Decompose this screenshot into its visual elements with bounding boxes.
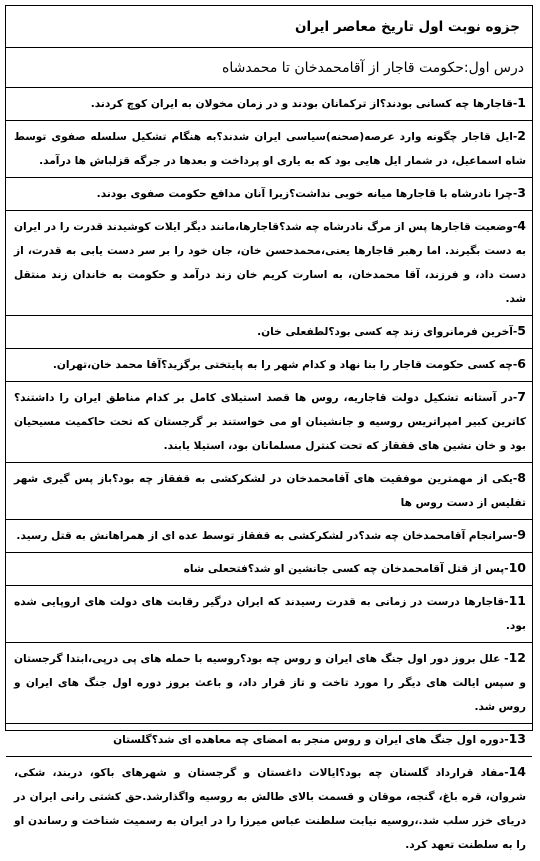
question-item xyxy=(6,316,532,349)
question-number: 9 xyxy=(517,527,526,542)
question-item xyxy=(6,121,532,178)
lesson-header xyxy=(6,48,532,88)
question-number: 2 xyxy=(517,128,526,143)
question-item xyxy=(6,211,532,316)
question-text: -چرا نادرشاه با قاجارها میانه خوبی نداشت؟زیرا آنان مدافع حکومت صفوی بودند. xyxy=(96,188,518,200)
question-text: -قاجارها چه کسانی بودند؟از ترکمانان بودند و در زمان مخولان به ایران کوچ کردند. xyxy=(90,98,518,110)
question-item xyxy=(6,463,532,520)
question-text: -ایل قاجار چگونه وارد عرصه(صحنه)سیاسی ایران شدند؟به هنگام تشکیل سلسله صفوی توسط شاه اسماعیل، در شمار ایل هایی بود که به یاری او پرداخت و بعدها در جرگه قزلباش ها درآمد. xyxy=(14,131,526,167)
question-number: 7 xyxy=(517,389,526,404)
question-text: -قاجارها درست در زمانی به قدرت رسیدند که ایران درگیر رقابت های دولت های اروپایی شده بود. xyxy=(14,596,526,632)
question-text: -پس از قتل آقامحمدخان چه کسی جانشین او شد؟فتحعلی شاه xyxy=(183,563,509,575)
question-item xyxy=(6,520,532,553)
question-text: -وضعیت قاجارها پس از مرگ نادرشاه چه شد؟قاجارها،مانند دیگر ایلات کوشیدند قدرت را در ایران به دست بگیرند. اما رهبر قاجارها یعنی،محمدحسن خان، جان خود را بر سر دست یابی به قدرت، از دست داد، و فرزند، آقا محمدخان، به اسارت کریم خان زند درآمد و حکومت به خاندان زند منتقل شد. xyxy=(14,221,526,305)
worksheet-title: جزوه نوبت اول تاریخ معاصر ایران xyxy=(294,18,520,35)
question-number: 1 xyxy=(517,95,526,110)
question-item xyxy=(6,724,532,757)
question-item xyxy=(6,553,532,586)
question-number: 8 xyxy=(517,470,526,485)
question-item xyxy=(6,349,532,382)
question-text: - علل بروز دور اول جنگ های ایران و روس چه بود؟روسیه با حمله های پی درپی،ابتدا گرجستان و سپس ایالت های دیگر را مورد تاخت و تاز قرار داد، و باعث بروز دوره اول جنگ های ایران و روس شد. xyxy=(14,653,526,713)
question-item xyxy=(6,178,532,211)
question-item xyxy=(6,643,532,724)
question-text: -در آستانه تشکیل دولت قاجاریه، روس ها قصد استیلای کامل بر کدام مناطق ایران را داشتند؟کاترین کبیر امپراتریس روسیه و جانشینان او می خواستند بر گرجستان که تحت حاکمیت مسیحیان بود و خان نشین های قفقاز که تحت کنترل مسلمانان بود، استیلا یابند. xyxy=(14,392,526,452)
worksheet-header xyxy=(6,6,532,48)
question-text: -آخرین فرمانروای زند چه کسی بود؟لطفعلی خان. xyxy=(257,326,518,338)
question-text: -سرانجام آقامحمدخان چه شد؟در لشکرکشی به قفقاز توسط عده ای از همراهانش به قتل رسید. xyxy=(16,530,518,542)
question-number: 13 xyxy=(508,731,526,746)
question-item xyxy=(6,586,532,643)
question-number: 6 xyxy=(517,356,526,371)
question-text: -مفاد قرارداد گلستان چه بود؟ایالات داغستان و گرجستان و شهرهای باکو، دربند، شکی، شروان، قره باغ، گنجه، موقان و قسمت بالای طالش به روسیه واگذارشد.حق کشتی رانی ایران در دریای خزر سلب شد.،روسیه نیابت سلطنت عباس میرزا را در ایران به رسمیت شناخت و رساندن او را به سلطنت تعهد کرد. xyxy=(14,767,526,851)
question-item xyxy=(6,88,532,121)
question-list xyxy=(6,88,532,861)
question-number: 11 xyxy=(508,593,526,608)
question-text: -یکی از مهمترین موفقیت های آقامحمدخان در لشکرکشی به قفقاز چه بود؟باز پس گیری شهر تفلیس از دست روس ها xyxy=(14,473,526,509)
question-number: 4 xyxy=(517,218,526,233)
question-number: 14 xyxy=(508,764,526,779)
question-text: -چه کسی حکومت قاجار را بنا نهاد و کدام شهر را به پایتختی برگزید؟آقا محمد خان،تهران. xyxy=(52,359,518,371)
lesson-title: درس اول:حکومت قاجار از آقامحمدخان تا محمدشاه xyxy=(222,59,524,76)
question-number: 5 xyxy=(517,323,526,338)
question-number: 3 xyxy=(517,185,526,200)
question-item xyxy=(6,757,532,861)
worksheet xyxy=(5,5,533,851)
question-number: 12 xyxy=(508,650,526,665)
question-number: 10 xyxy=(508,560,526,575)
question-text: -دوره اول جنگ های ایران و روس منجر به امضای چه معاهده ای شد؟گلستان xyxy=(113,734,509,746)
question-item xyxy=(6,382,532,463)
